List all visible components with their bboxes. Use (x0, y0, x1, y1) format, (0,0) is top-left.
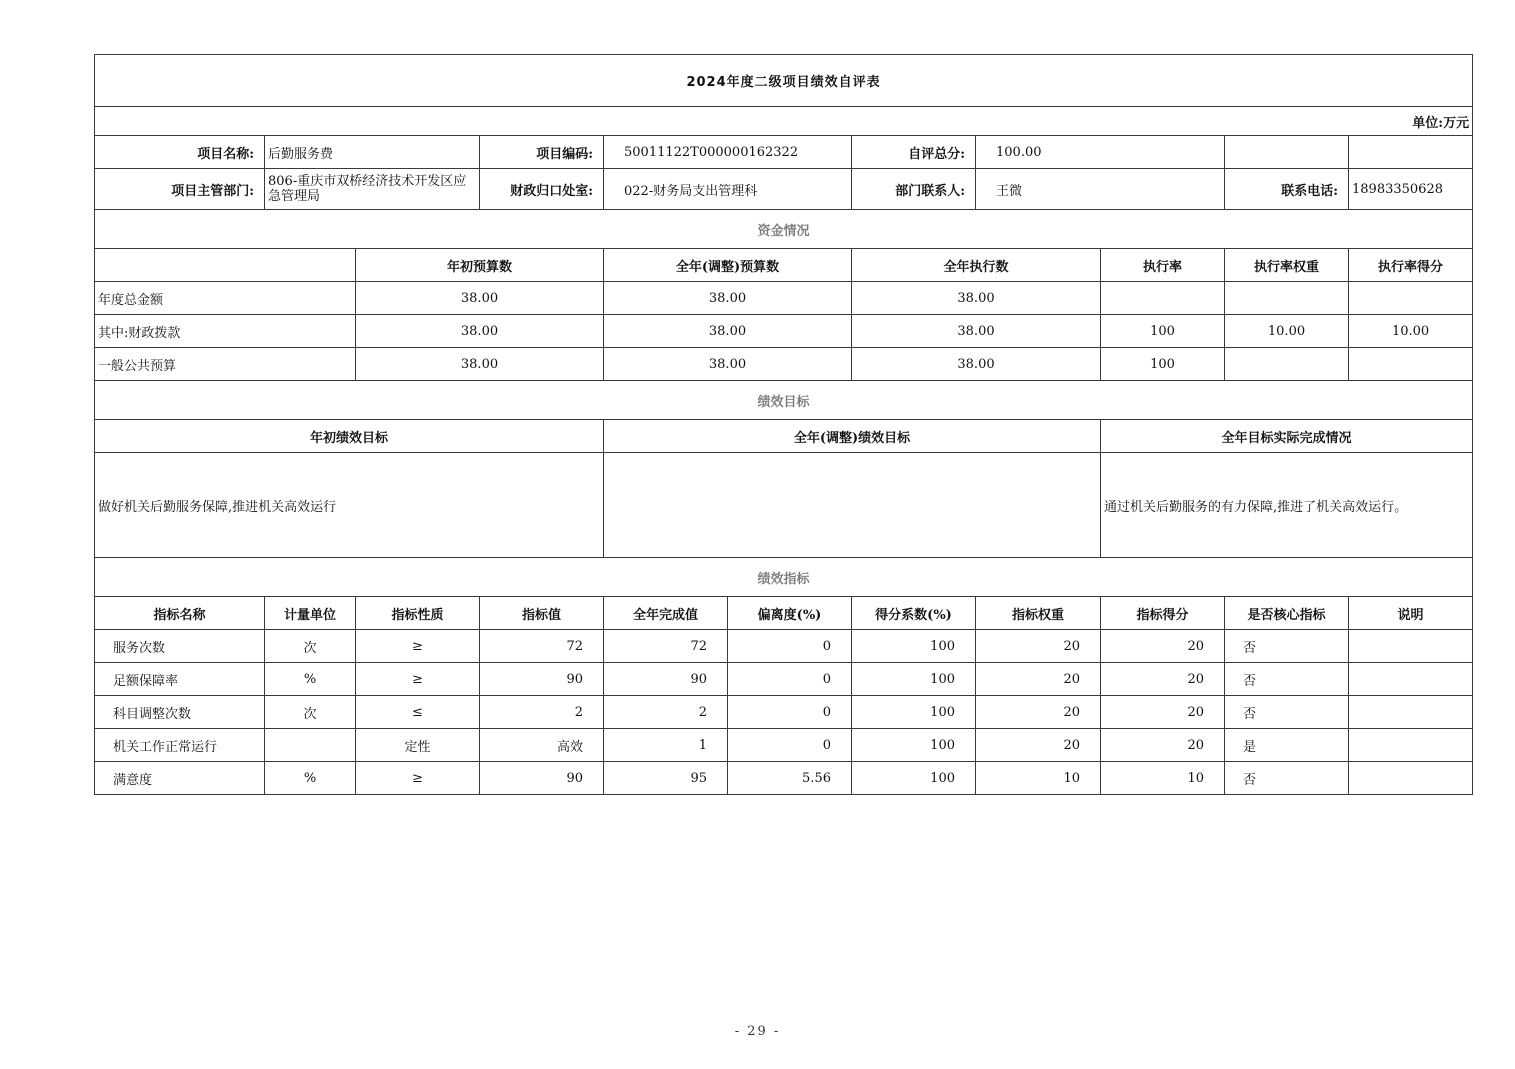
ind-target: 72 (480, 630, 604, 663)
finance-office-label: 财政归口处室: (480, 169, 604, 210)
ind-coef: 100 (852, 663, 976, 696)
ind-header-coef: 得分系数(%) (852, 597, 976, 630)
ind-name: 机关工作正常运行 (95, 729, 265, 762)
ind-header-core: 是否核心指标 (1225, 597, 1349, 630)
funds-row-adjusted: 38.00 (604, 282, 852, 315)
funds-row-adjusted: 38.00 (604, 348, 852, 381)
indicators-section-title: 绩效指标 (95, 558, 1473, 597)
project-name-label: 项目名称: (95, 136, 265, 169)
ind-core: 否 (1225, 630, 1349, 663)
ind-deviation: 0 (728, 696, 852, 729)
ind-coef: 100 (852, 696, 976, 729)
indicator-row (95, 762, 1473, 795)
goal-initial-text: 做好机关后勤服务保障,推进机关高效运行 (95, 453, 604, 558)
ind-name: 足额保障率 (95, 663, 265, 696)
ind-weight: 20 (976, 696, 1101, 729)
project-code-value: 50011122T000000162322 (604, 136, 852, 169)
funds-header-adjusted: 全年(调整)预算数 (604, 249, 852, 282)
goal-actual-text: 通过机关后勤服务的有力保障,推进了机关高效运行。 (1101, 453, 1473, 558)
funds-section-title: 资金情况 (95, 210, 1473, 249)
ind-unit: % (265, 762, 356, 795)
ind-coef: 100 (852, 729, 976, 762)
page-title: 2024年度二级项目绩效自评表 (95, 55, 1473, 107)
funds-row-rate: 100 (1101, 315, 1225, 348)
evaluation-sheet (94, 54, 1472, 795)
ind-actual: 1 (604, 729, 728, 762)
ind-header-nature: 指标性质 (356, 597, 480, 630)
contact-value: 王微 (976, 169, 1225, 210)
funds-row-rate (1101, 282, 1225, 315)
finance-office-value: 022-财务局支出管理科 (604, 169, 852, 210)
ind-nature: ≥ (356, 762, 480, 795)
ind-name: 满意度 (95, 762, 265, 795)
funds-row (95, 282, 1473, 315)
ind-target: 高效 (480, 729, 604, 762)
phone-label: 联系电话: (1225, 169, 1349, 210)
ind-score: 20 (1101, 696, 1225, 729)
funds-row (95, 315, 1473, 348)
ind-actual: 2 (604, 696, 728, 729)
ind-target: 90 (480, 663, 604, 696)
project-code-label: 项目编码: (480, 136, 604, 169)
ind-target: 90 (480, 762, 604, 795)
funds-row-name: 其中:财政拨款 (95, 315, 356, 348)
funds-row-executed: 38.00 (852, 348, 1101, 381)
ind-score: 20 (1101, 630, 1225, 663)
project-name-value: 后勤服务费 (265, 136, 480, 169)
ind-deviation: 5.56 (728, 762, 852, 795)
goal-adjusted-text (604, 453, 1101, 558)
ind-coef: 100 (852, 630, 976, 663)
ind-coef: 100 (852, 762, 976, 795)
funds-row-initial: 38.00 (356, 315, 604, 348)
self-score-label: 自评总分: (852, 136, 976, 169)
ind-actual: 95 (604, 762, 728, 795)
funds-row-executed: 38.00 (852, 315, 1101, 348)
funds-header-rate: 执行率 (1101, 249, 1225, 282)
ind-score: 20 (1101, 729, 1225, 762)
indicator-row (95, 630, 1473, 663)
ind-weight: 20 (976, 729, 1101, 762)
goals-header-initial: 年初绩效目标 (95, 420, 604, 453)
funds-header-weight: 执行率权重 (1225, 249, 1349, 282)
ind-note (1349, 729, 1473, 762)
ind-header-deviation: 偏离度(%) (728, 597, 852, 630)
funds-row-initial: 38.00 (356, 348, 604, 381)
ind-deviation: 0 (728, 630, 852, 663)
ind-unit: % (265, 663, 356, 696)
goals-header-actual: 全年目标实际完成情况 (1101, 420, 1473, 453)
ind-actual: 72 (604, 630, 728, 663)
funds-header-initial: 年初预算数 (356, 249, 604, 282)
ind-header-actual: 全年完成值 (604, 597, 728, 630)
ind-unit: 次 (265, 696, 356, 729)
funds-row-weight (1225, 348, 1349, 381)
ind-core: 是 (1225, 729, 1349, 762)
funds-header-executed: 全年执行数 (852, 249, 1101, 282)
ind-note (1349, 696, 1473, 729)
page-number: - 29 - (734, 1024, 781, 1039)
funds-row-score: 10.00 (1349, 315, 1473, 348)
self-score-value: 100.00 (976, 136, 1225, 169)
indicator-row (95, 663, 1473, 696)
ind-score: 10 (1101, 762, 1225, 795)
ind-score: 20 (1101, 663, 1225, 696)
indicator-row (95, 729, 1473, 762)
goals-header-adjusted: 全年(调整)绩效目标 (604, 420, 1101, 453)
ind-nature: ≥ (356, 630, 480, 663)
ind-core: 否 (1225, 696, 1349, 729)
funds-row (95, 348, 1473, 381)
unit-label: 单位:万元 (95, 107, 1473, 136)
ind-header-target: 指标值 (480, 597, 604, 630)
ind-nature: ≥ (356, 663, 480, 696)
ind-name: 科目调整次数 (95, 696, 265, 729)
ind-header-unit: 计量单位 (265, 597, 356, 630)
dept-label: 项目主管部门: (95, 169, 265, 210)
ind-core: 否 (1225, 663, 1349, 696)
goals-section-title: 绩效目标 (95, 381, 1473, 420)
funds-header-score: 执行率得分 (1349, 249, 1473, 282)
ind-header-note: 说明 (1349, 597, 1473, 630)
ind-deviation: 0 (728, 729, 852, 762)
indicator-row (95, 696, 1473, 729)
ind-nature: 定性 (356, 729, 480, 762)
ind-header-weight: 指标权重 (976, 597, 1101, 630)
funds-row-name: 年度总金额 (95, 282, 356, 315)
contact-label: 部门联系人: (852, 169, 976, 210)
empty-cell (1349, 136, 1473, 169)
funds-row-score (1349, 282, 1473, 315)
ind-unit: 次 (265, 630, 356, 663)
ind-note (1349, 663, 1473, 696)
funds-row-weight (1225, 282, 1349, 315)
phone-value: 18983350628 (1349, 169, 1473, 210)
funds-row-executed: 38.00 (852, 282, 1101, 315)
evaluation-table (94, 54, 1473, 795)
dept-value: 806-重庆市双桥经济技术开发区应急管理局 (265, 169, 480, 210)
ind-unit (265, 729, 356, 762)
ind-name: 服务次数 (95, 630, 265, 663)
funds-row-score (1349, 348, 1473, 381)
ind-weight: 10 (976, 762, 1101, 795)
ind-weight: 20 (976, 663, 1101, 696)
ind-weight: 20 (976, 630, 1101, 663)
funds-row-weight: 10.00 (1225, 315, 1349, 348)
ind-header-name: 指标名称 (95, 597, 265, 630)
funds-row-name: 一般公共预算 (95, 348, 356, 381)
ind-note (1349, 762, 1473, 795)
ind-note (1349, 630, 1473, 663)
ind-deviation: 0 (728, 663, 852, 696)
funds-header-blank (95, 249, 356, 282)
funds-row-adjusted: 38.00 (604, 315, 852, 348)
ind-header-score: 指标得分 (1101, 597, 1225, 630)
ind-nature: ≤ (356, 696, 480, 729)
funds-row-initial: 38.00 (356, 282, 604, 315)
empty-cell (1225, 136, 1349, 169)
ind-core: 否 (1225, 762, 1349, 795)
funds-row-rate: 100 (1101, 348, 1225, 381)
ind-target: 2 (480, 696, 604, 729)
ind-actual: 90 (604, 663, 728, 696)
